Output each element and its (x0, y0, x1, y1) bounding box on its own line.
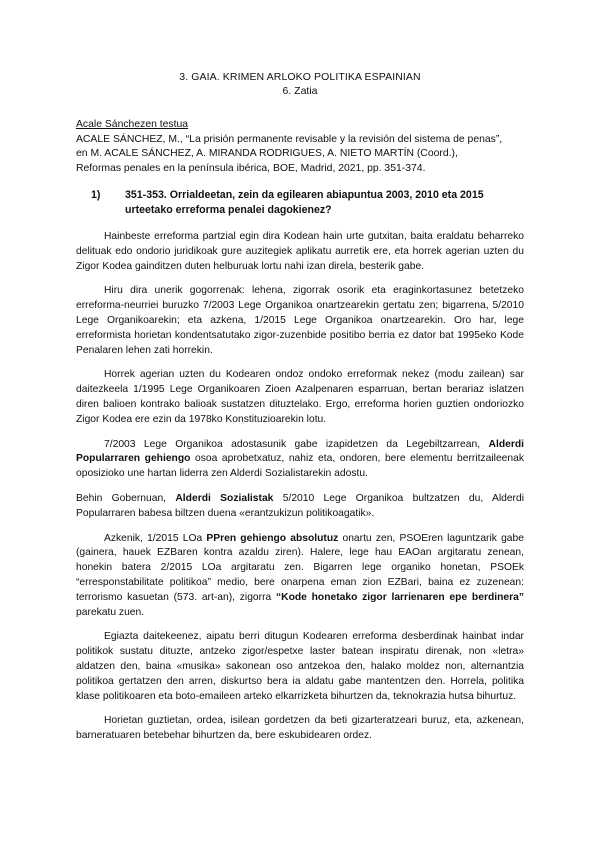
question-number: 1) (91, 189, 101, 201)
paragraph-5-text-c: 5/2010 Lege Organikoa bultzatzen du, Alderdi Popularraren babesa biltzen duena «erantzukizun politikoagatik». (76, 492, 524, 519)
paragraph-6-text-e: parekatu zuen. (76, 606, 145, 618)
reference-heading: Acale Sánchezen testua (76, 119, 189, 130)
paragraph-8: Horietan guztietan, ordea, isilean gordetzen da beti gizarteratzeari buruz, eta, azkenean, barneratuaren betebehar bihurtzen da, bere eskubidearen ordez. (76, 715, 524, 742)
paragraph-6 (76, 532, 524, 621)
paragraph-5-text-a: Behin Gobernuan, (76, 492, 176, 504)
reference-line-3: Reformas penales en la península ibérica, BOE, Madrid, 2021, pp. 351-374. (76, 162, 426, 174)
paragraph-3: Horrek agerian uzten du Kodearen ondoz ondoko erreformak nekez (modu zailean) sar daitezkeela 1/1995 Lege Organikoaren Zioen Azalpenaren esparruan, bertan berariaz islatzen diren balioen kontrako balioak sustatzen dituztelako. Ergo, erreforma horien guztien ondoriozko Zigor Kodea ere ezin da 1978ko Konstituzioarekin lotu. (76, 369, 524, 425)
reference-line-1: ACALE SÁNCHEZ, M., “La prisión permanente revisable y la revisión del sistema de penas”, (76, 133, 503, 145)
paragraph-4-text-c: osoa aprobetxatuz, nahiz eta, ondoren, bere elementu berritzaileenak oposizioko une hartan liderra zen Alderdi Sozialistarekin adostu. (76, 453, 525, 480)
paragraph-4 (76, 438, 524, 482)
paragraph-2: Hiru dira unerik gogorrenak: lehena, zigorrak osorik eta eraginkortasunez betetzeko erreforma-neurriei buruzko 7/2003 Lege Organikoa onartzearekin gertatu zen; bigarrena, 5/2010 Lege Organikoarekin; eta azkena, 1/2015 Lege Organikoa onartzearekin. Oro har, lege erreformista horietan kondentsatutako zigor-zuzenbide positibo berria ez dator bat 1995eko Kode Penalaren lehen zati horrekin. (76, 285, 524, 356)
paragraph-6-text-a: Azkenik, 1/2015 LOa (104, 532, 207, 544)
paragraph-1: Hainbeste erreforma partzial egin dira Kodean hain urte gutxitan, baita eraldatu beharreko delituak edo ondorio juridikoak gure auzitegiek aplikatu aurretik ere, eta horrek agerian uzten du Zigor Kodea gainditzen duten helburuak lortu nahi izan direla, besterik gabe. (76, 231, 524, 272)
paragraph-6-bold-1: PPren gehiengo absolutuz (206, 532, 339, 544)
chapter-subtitle: 6. Zatia (282, 85, 318, 97)
chapter-title: 3. GAIA. KRIMEN ARLOKO POLITIKA ESPAINIAN (179, 71, 421, 83)
paragraph-6-text-c: onartu zen, PSOEren laguntzarik gabe (gainera, hauek EZBaren kontra azaldu ziren). Halere, lege hau EAOan argitaratu zenean, honekin batera 2/2015 LOa argitaratu zen. Bigarren lege organiko honetan, PSOEk “erresponstabilitate politikoa” medio, bere onarpena eman zion EZBari, baina ez zuzenean: terrorismo kasuetan (573. art-an), zigorra (76, 532, 524, 603)
paragraph-4-text-a: 7/2003 Lege Organikoa adostasunik gabe izapidetzen da Legebiltzarrean, (104, 438, 489, 450)
paragraph-5 (76, 492, 524, 522)
reference-line-2: en M. ACALE SÁNCHEZ, A. MIRANDA RODRIGUES, A. NIETO MARTÍN (Coord.), (76, 148, 458, 159)
paragraph-7: Egiazta daitekeenez, aipatu berri ditugun Kodearen erreforma desberdinak hainbat indar politikok sustatu dituzte, antzeko zigor/espetxe laster batean inspiratu direnak, non «letra» aldatzen den, baina «musika» sakonean oso antzekoa den, halako moldez non, alternantzia politikoa gertatzen den arren, diskurtso bera ia aldatu gabe mantentzen den. Horrela, politika klase politikoaren eta boto-emaileen arteko elkarrizketa bihurtzen da, teknokrazia hutsa bihurtuz. (76, 631, 524, 702)
paragraph-6-bold-2: “Kode honetako zigor larrienaren epe berdinera” (275, 591, 524, 603)
reference-block (76, 118, 524, 176)
question-heading (76, 188, 524, 217)
paragraph-4-bold: Alderdi Popularraren gehiengo (76, 438, 524, 465)
paragraph-5-bold: Alderdi Sozialistak (175, 492, 274, 504)
question-text: 351-353. Orrialdeetan, zein da egilearen abiapuntua 2003, 2010 eta 2015 urteetako erreforma penalei dagokienez? (125, 189, 484, 216)
